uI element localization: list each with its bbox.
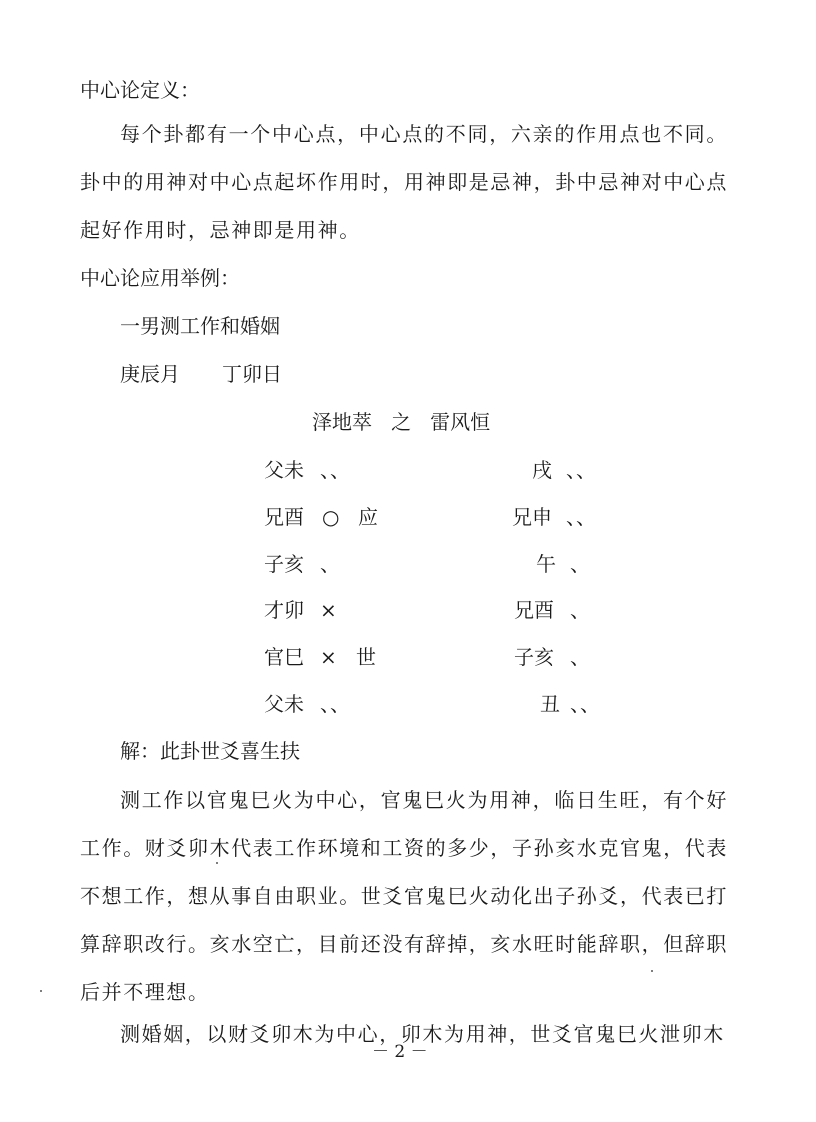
right-line-label: 子亥 [514,645,554,669]
left-line-mark: 、 [320,552,340,576]
left-line-note: 世 [356,645,376,669]
right-line-label: 午 [536,552,556,576]
left-line-mark: 、、 [320,692,350,716]
analysis-marriage-line: 测婚姻，以财爻卯木为中心，卯木为用神，世爻官鬼巳火泄卯木 [120,1022,725,1046]
page-number: － 2 － [372,1042,428,1062]
heading-definition: 中心论定义： [80,78,200,102]
right-line-mark: 、 [570,598,590,622]
scan-speck [216,862,218,864]
right-line-mark: 、、 [566,458,596,482]
left-line-note: 应 [358,505,378,529]
right-line-label: 戌 [532,458,552,482]
right-line-mark: 、 [570,552,590,576]
right-line-mark: 、、 [570,692,600,716]
right-line-label: 兄酉 [514,598,554,622]
scan-speck [40,990,42,992]
right-line-mark: 、 [570,645,590,669]
analysis-intro: 解：此卦世爻喜生扶 [120,739,300,763]
left-line-label: 才卯 [264,598,304,622]
left-line-label: 子亥 [264,552,304,576]
hexagram-title: 泽地萃 之 雷风恒 [312,410,491,434]
left-line-mark: × [320,645,337,669]
left-line-label: 官巳 [264,645,304,669]
right-line-label: 兄申 [512,505,552,529]
right-line-label: 丑 [540,692,560,716]
left-line-label: 父未 [264,692,304,716]
analysis-work-paragraph: 测工作以官鬼巳火为中心，官鬼巳火为用神，临日生旺，有个好工作。财爻卯木代表工作环境和工资的多少，子孙亥水克官鬼，代表不想工作，想从事自由职业。世爻官鬼巳火动化出子孙爻，代表已打算辞职改行。亥水空亡，目前还没有辞掉，亥水旺时能辞职，但辞职后并不理想。 [80,788,728,1004]
left-line-mark: 、、 [320,458,350,482]
heading-example: 中心论应用举例： [80,266,240,290]
date-day: 丁卯日 [222,362,282,386]
definition-paragraph: 每个卦都有一个中心点，中心点的不同，六亲的作用点也不同。卦中的用神对中心点起坏作用时，用神即是忌神，卦中忌神对中心点起好作用时，忌神即是用神。 [80,122,728,242]
left-line-mark: ○ [322,505,340,529]
left-line-label: 父未 [264,458,304,482]
left-line-mark: × [320,598,337,622]
scan-speck [651,970,653,972]
left-line-label: 兄酉 [264,505,304,529]
right-line-mark: 、、 [566,505,596,529]
date-month: 庚辰月 [120,362,180,386]
case-title: 一男测工作和婚姻 [120,314,280,338]
